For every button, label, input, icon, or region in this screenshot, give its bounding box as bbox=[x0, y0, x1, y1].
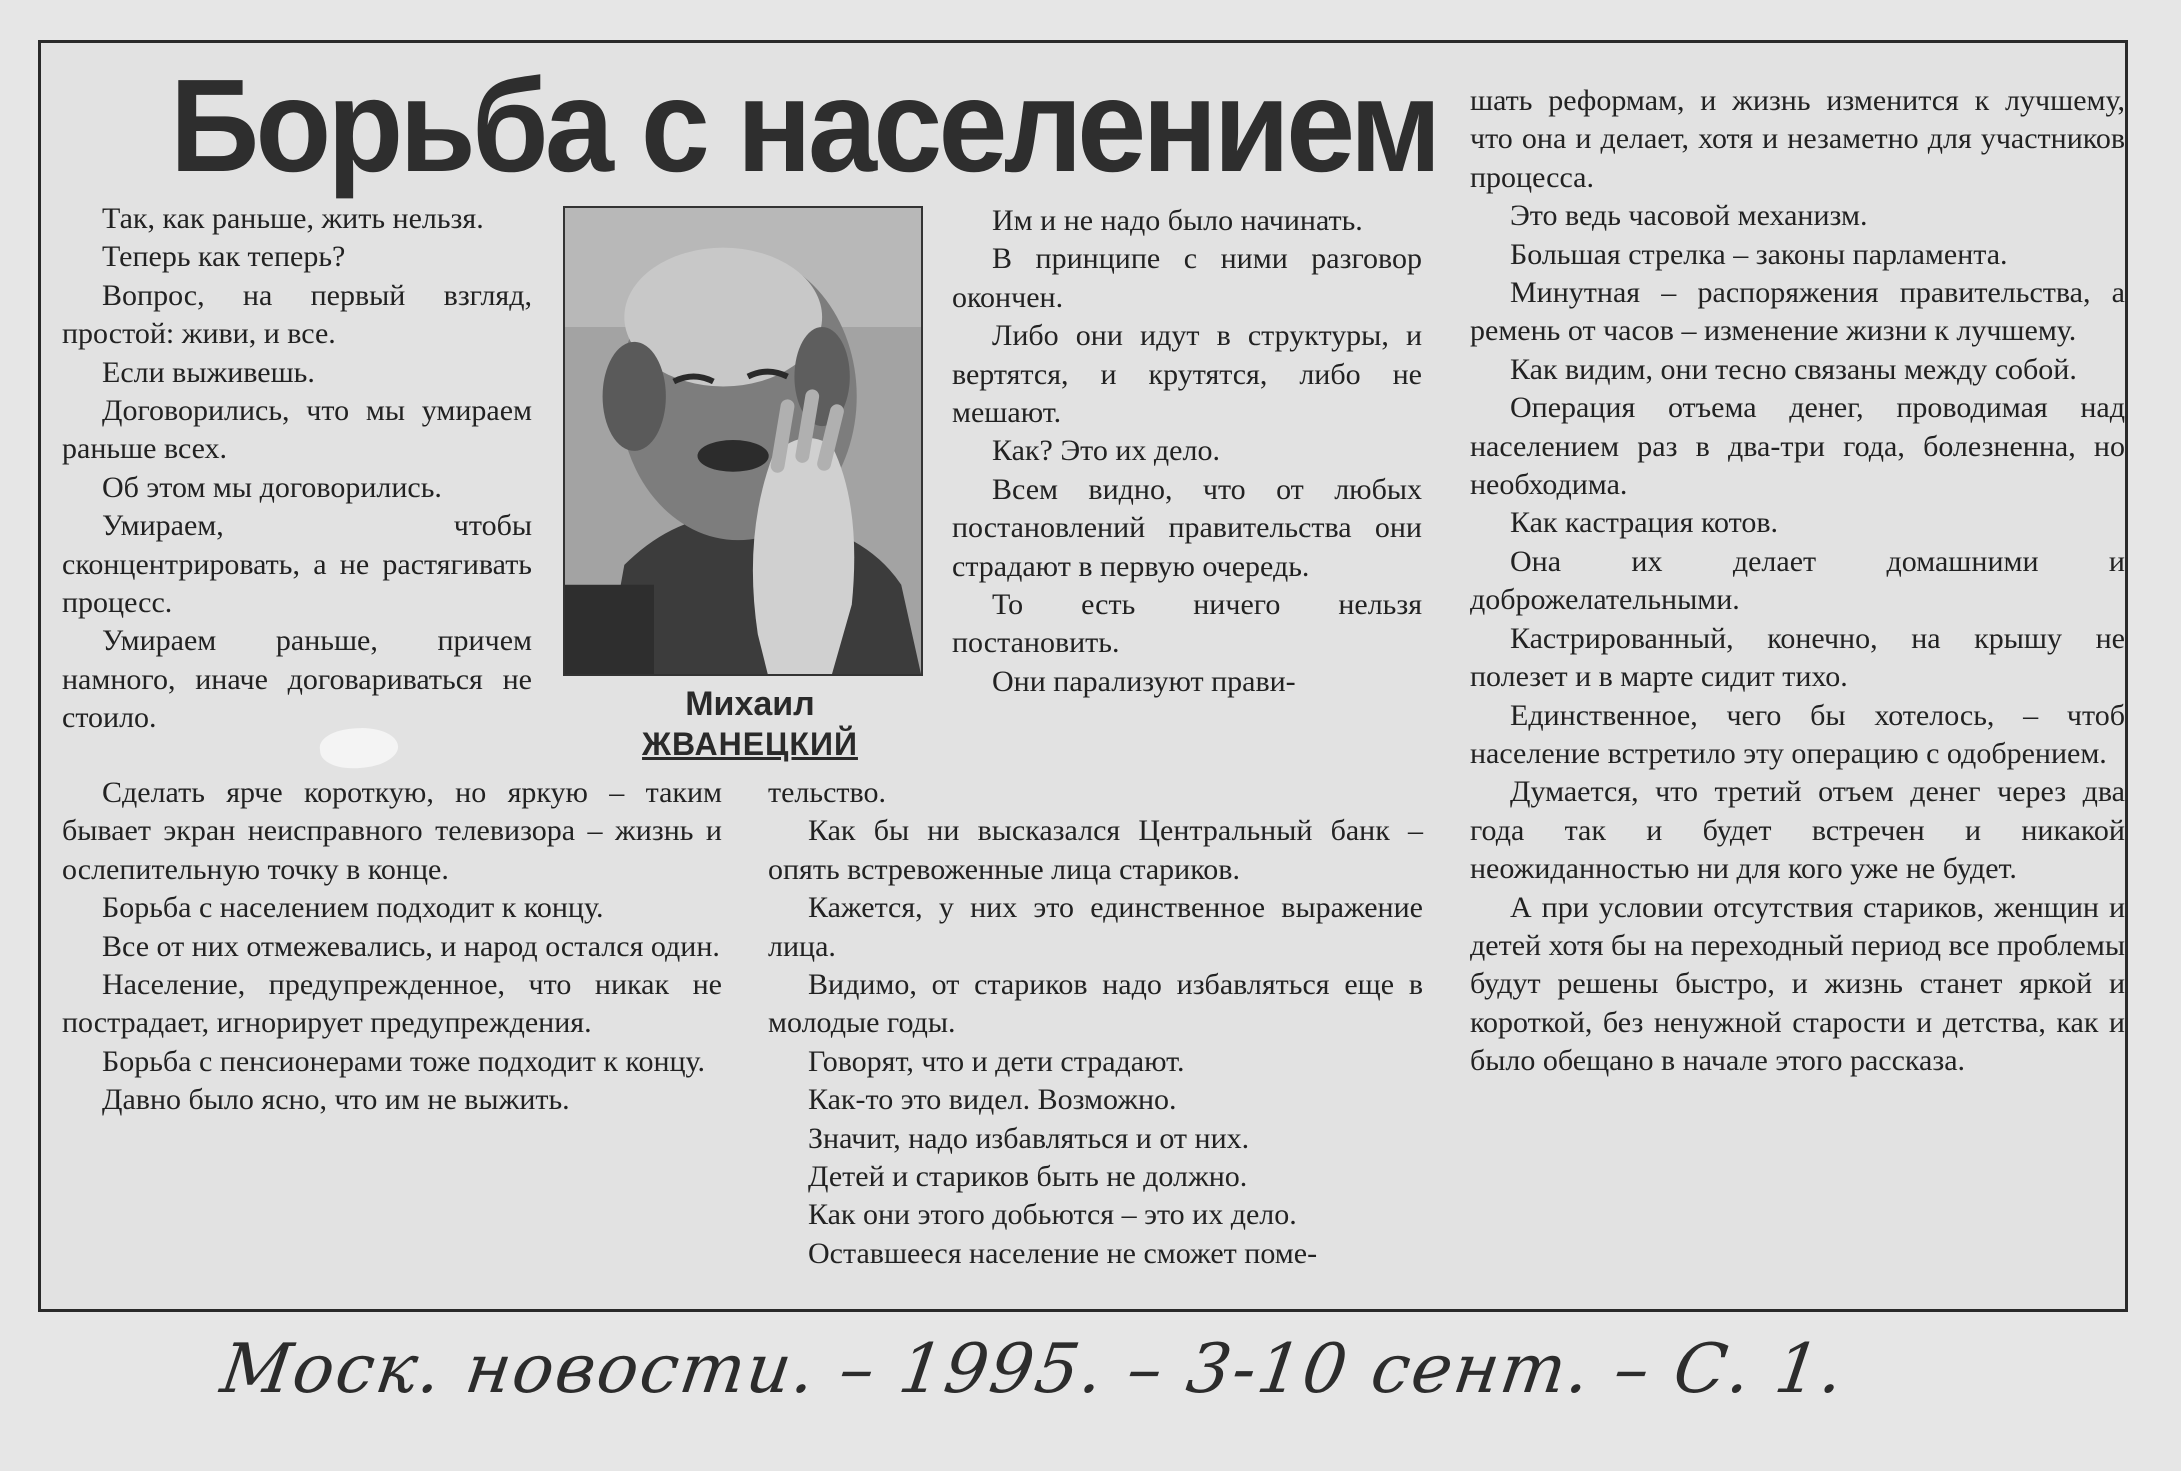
article-paragraph: Большая стрелка – законы парламента. bbox=[1510, 237, 2008, 271]
article-paragraph: Как видим, они тесно связаны между собой. bbox=[1510, 352, 2077, 386]
article-paragraph: тельство. bbox=[768, 776, 886, 809]
article-paragraph: Им и не надо было начинать. bbox=[992, 204, 1363, 237]
author-first-name: Михаил bbox=[685, 685, 815, 723]
article-paragraph: Как они этого добьются – это их дело. bbox=[808, 1198, 1297, 1232]
article-paragraph: Как бы ни высказался Центральный банк – опять встревоженные лица стариков. bbox=[768, 814, 1423, 886]
article-paragraph: Население, предупрежденное, что никак не пострадает, игнорирует предупреждения. bbox=[62, 968, 722, 1040]
article-paragraph: Вопрос, на первый взгляд, простой: живи, и все. bbox=[62, 278, 532, 351]
article-paragraph: Значит, надо избавляться и от них. bbox=[808, 1121, 1250, 1155]
article-paragraph: Кажется, у них это единственное выражение лица. bbox=[768, 891, 1423, 963]
article-paragraph: шать реформам, и жизнь изменится к лучшему, что она и делает, хотя и незаметно для участников процесса. bbox=[1470, 84, 2125, 194]
article-paragraph: Либо они идут в структуры, и вертятся, и крутятся, либо не мешают. bbox=[952, 319, 1422, 430]
article-paragraph: То есть ничего нельзя постановить. bbox=[952, 588, 1422, 660]
column-2-top bbox=[952, 202, 1422, 701]
column-3 bbox=[1470, 82, 2125, 1081]
article-paragraph: Если выживешь. bbox=[102, 355, 315, 389]
article-paragraph: Борьба с пенсионерами тоже подходит к концу. bbox=[102, 1044, 706, 1078]
article-paragraph: Минутная – распоряжения правительства, а ремень от часов – изменение жизни к лучшему. bbox=[1470, 276, 2125, 348]
article-paragraph: Детей и стариков быть не должно. bbox=[808, 1160, 1248, 1194]
article-paragraph: Операция отъема денег, проводимая над населением раз в два-три года, болезненна, но необходима. bbox=[1470, 391, 2125, 502]
author-last-name: ЖВАНЕЦКИЙ bbox=[642, 726, 858, 762]
article-paragraph: Договорились, что мы умираем раньше всех. bbox=[62, 394, 532, 466]
article-paragraph: Так, как раньше, жить нельзя. bbox=[102, 202, 484, 235]
article-title: Борьба с населением bbox=[170, 52, 1438, 199]
article-paragraph: Это ведь часовой механизм. bbox=[1510, 199, 1868, 233]
column-1-bottom bbox=[62, 774, 722, 1120]
author-byline bbox=[600, 684, 900, 764]
column-2-bottom bbox=[768, 774, 1423, 1273]
handwritten-citation: Моск. новости. – 1995. – 3-10 сент. – С. 1. bbox=[216, 1330, 1851, 1409]
article-paragraph: Думается, что третий отъем денег через два года так и будет встречен и никакой неожиданностью ни для кого уже не будет. bbox=[1470, 775, 2125, 886]
author-photo bbox=[563, 206, 923, 676]
article-paragraph: Кастрированный, конечно, на крышу не полезет и в марте сидит тихо. bbox=[1470, 621, 2125, 694]
article-paragraph: Умираем раньше, причем намного, иначе договариваться не стоило. bbox=[62, 624, 532, 735]
article-paragraph: Как кастрация котов. bbox=[1510, 506, 1778, 540]
article-paragraph: А при условии отсутствия стариков, женщин и детей хотя бы на переходный период все проблемы будут решены быстро, и жизнь станет яркой и короткой, без ненужной старости и детства, как и было обещано в начале этого рассказа. bbox=[1470, 890, 2125, 1078]
article-paragraph: Давно было ясно, что им не выжить. bbox=[102, 1083, 570, 1117]
article-paragraph: Говорят, что и дети страдают. bbox=[808, 1044, 1185, 1078]
portrait-image bbox=[565, 208, 921, 674]
article-paragraph: Всем видно, что от любых постановлений правительства они страдают в первую очередь. bbox=[952, 472, 1422, 583]
article-paragraph: Борьба с населением подходит к концу. bbox=[102, 891, 604, 925]
article-paragraph: Оставшееся население не сможет поме- bbox=[808, 1236, 1318, 1270]
article-paragraph: Они парализуют прави- bbox=[992, 664, 1296, 698]
column-1-top bbox=[62, 200, 532, 738]
article-paragraph: Как-то это видел. Возможно. bbox=[808, 1083, 1177, 1117]
article-paragraph: Видимо, от стариков надо избавляться еще в молодые годы. bbox=[768, 968, 1423, 1040]
article-paragraph: Единственное, чего бы хотелось, – чтоб население встретило эту операцию с одобрением. bbox=[1470, 698, 2125, 770]
article-paragraph: Все от них отмежевались, и народ остался один. bbox=[102, 929, 720, 963]
article-paragraph: Она их делает домашними и доброжелательными. bbox=[1470, 544, 2125, 617]
article-paragraph: В принципе с ними разговор окончен. bbox=[952, 242, 1422, 314]
article-paragraph: Как? Это их дело. bbox=[992, 434, 1220, 468]
article-paragraph: Об этом мы договорились. bbox=[102, 470, 442, 504]
article-paragraph: Сделать ярче короткую, но яркую – таким бывает экран неисправного телевизора – жизнь и ослепительную точку в конце. bbox=[62, 776, 722, 886]
article-paragraph: Умираем, чтобы сконцентрировать, а не растягивать процесс. bbox=[62, 509, 532, 620]
article-paragraph: Теперь как теперь? bbox=[102, 240, 346, 274]
